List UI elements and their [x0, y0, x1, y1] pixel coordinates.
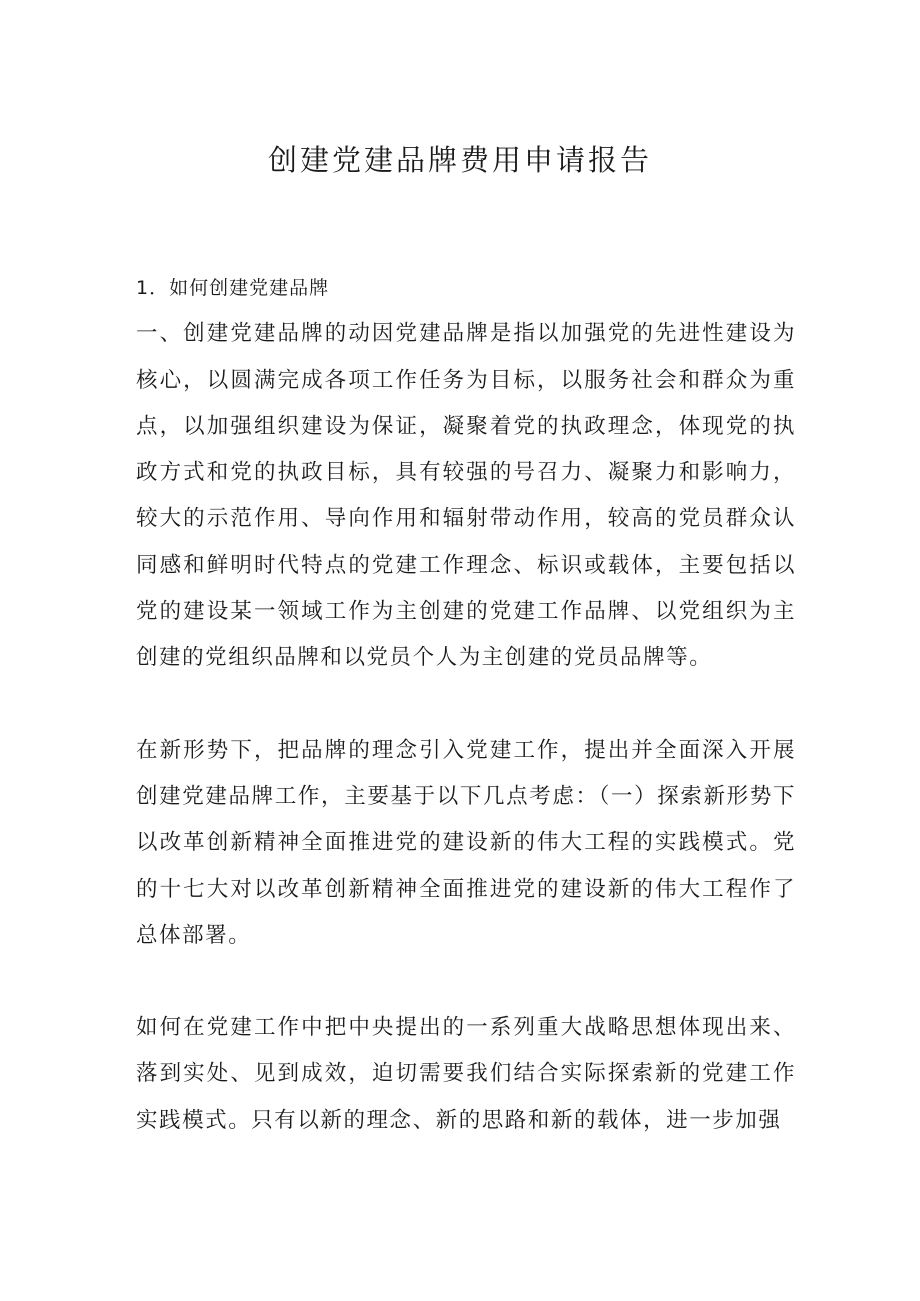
paragraph-1: 一、创建党建品牌的动因党建品牌是指以加强党的先进性建设为核心，以圆满完成各项工作任务为目标，以服务社会和群众为重点，以加强组织建设为保证，凝聚着党的执政理念，体现党的执政方式和党的执政目标，具有较强的号召力、凝聚力和影响力，较大的示范作用、导向作用和辐射带动作用，较高的党员群众认同感和鲜明时代特点的党建工作理念、标识或载体，主要包括以党的建设某一领域工作为主创建的党建工作品牌、以党组织为主创建的党组织品牌和以党员个人为主创建的党员品牌等。 — [136, 321, 796, 671]
paragraph-spacer — [136, 682, 796, 728]
paragraph-3: 如何在党建工作中把中央提出的一系列重大战略思想体现出来、落到实处、见到成效，迫切需要我们结合实际探索新的党建工作实践模式。只有以新的理念、新的思路和新的载体，进一步加强 — [136, 1015, 796, 1133]
document-body — [136, 265, 796, 1144]
section-heading: 1．如何创建党建品牌 — [136, 277, 330, 299]
paragraph-2: 在新形势下，把品牌的理念引入党建工作，提出并全面深入开展创建党建品牌工作，主要基于以下几点考虑：（一）探索新形势下以改革创新精神全面推进党的建设新的伟大工程的实践模式。党的十七大对以改革创新精神全面推进党的建设新的伟大工程作了总体部署。 — [136, 737, 796, 948]
document-title: 创建党建品牌费用申请报告 — [267, 143, 652, 177]
paragraph-spacer — [136, 959, 796, 1005]
